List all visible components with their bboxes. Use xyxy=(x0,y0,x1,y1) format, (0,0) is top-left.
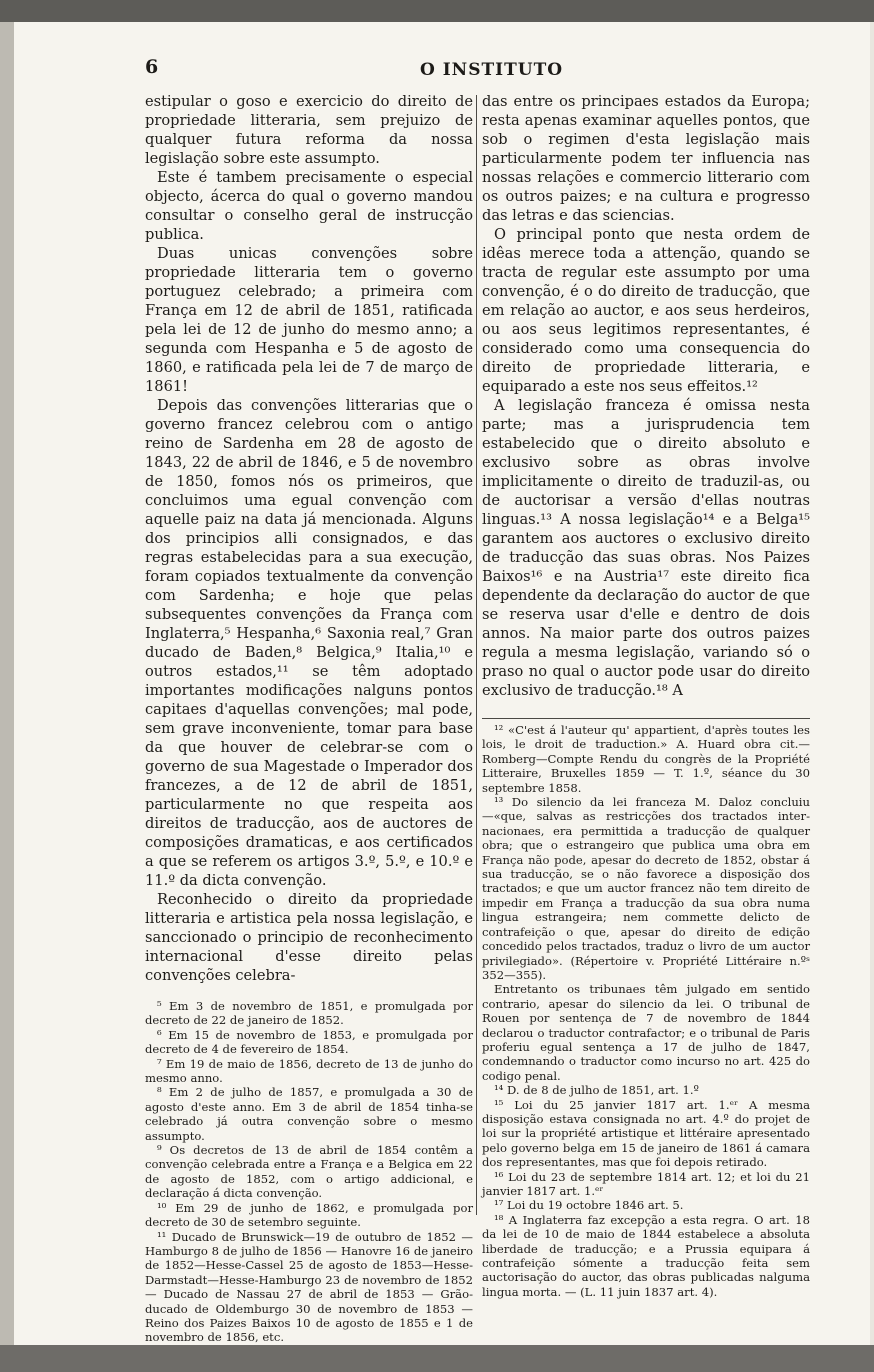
scan-bottom-border xyxy=(0,1345,874,1372)
book-gutter xyxy=(0,22,14,1345)
footnote: ¹⁶ Loi du 23 de septembre 1814 art. 12; et loi du 21 janvier 1817 art. 1.ᵉʳ xyxy=(482,1169,810,1198)
running-title: O INSTITUTO xyxy=(420,60,564,80)
footnote: ⁹ Os decretos de 13 de abril de 1854 contêm a convenção celebrada entre a França e a Belgica em 22 de agosto de 1852, com o artigo addicional, e declaração á dicta convenção. xyxy=(145,1143,473,1201)
right-paragraph: A legislação franceza é omissa nesta parte; mas a jurisprudencia tem estabelecido que o direito absoluto e exclusivo sobre as obras involve implicitamente o direito de traduzil-as, ou de auctorisar a versão d'ellas noutras linguas.¹³ A nossa legislação¹⁴ e a Belga¹⁵ garantem aos auctores o exclusivo direito de traducção das suas obras. Nos Paizes Baixos¹⁶ e na Austria¹⁷ este direito fica dependente da declaração do auctor de que se reserva usar d'elle e dentro de dois annos. Na maior parte dos outros paizes regula a mesma legislação, variando só o praso no qual o auctor pode usar do direito exclusivo de traducção.¹⁸ A xyxy=(482,397,810,699)
footnote: ¹⁰ Em 29 de junho de 1862, e promulgada por decreto de 30 de setembro seguinte. xyxy=(145,1200,473,1230)
footnote: ¹¹ Ducado de Brunswick—19 de outubro de 1852 — Hamburgo 8 de julho de 1856 — Hanovre 16 de janeiro de 1852—Hesse-Cassel 25 de agosto de 1853—Hesse-Darmstadt—Hesse-Hamburgo 23 de novembro de 1852 — Ducado de Nassau 27 de abril de 1853 — Grão-ducado de Oldemburgo 30 de novembro de 1853 —Reino dos Paizes Baixos 10 de agosto de 1855 e 1 de novembro de 1856, etc. xyxy=(145,1229,473,1345)
left-paragraph: Depois das convenções litterarias que o governo francez celebrou com o antigo reino de Sardenha em 28 de agosto de 1843, 22 de abril de 1846, e 5 de novembro de 1850, fomos nós os primeiros, que concluimos uma egual convenção com aquelle paiz na data já mencionada. Alguns dos principios alli consignados, e das regras estabelecidas para a sua execução, foram copiados textualmente da convenção com Sardenha; e hoje que pelas subsequentes convenções da França com Inglaterra,⁵ Hespanha,⁶ Saxonia real,⁷ Gran ducado de Baden,⁸ Belgica,⁹ Italia,¹⁰ e outros estados,¹¹ se têm adoptado importantes modificações nalguns pontos capitaes d'aquellas convenções; mal pode, sem grave inconveniente, tomar para base da que houver de celebrar-se com o governo de sua Magestade o Imperador dos francezes, a de 12 de abril de 1851, particularmente no que respeita aos direitos de traducção, aos de auctores de composições dramaticas, e aos certificados a que se referem os artigos 3.º, 5.º, e 10.º e 11.º da dicta convenção. xyxy=(145,397,473,889)
footnote: ¹³ Do silencio da lei franceza M. Daloz concluiu —«que, salvas as restricções dos tractados inter-nacionaes, era permittida a traducção de qualquer obra; que o estrangeiro que publica uma obra em França não pode, apesar do decreto de 1852, obstar á sua traducção, se o não favorece a disposição dos tractados; e que um auctor francez não tem direito de impedir em França a traducção da sua obra numa lingua estrangeira; nem commette delicto de contrafeição o que, apesar do direito de edição concedido pelos tractados, traduz o livro de um auctor privilegiado». (Répertoire v. Propriété Littéraire n.ºˢ 352—355). xyxy=(482,795,810,982)
right-paragraph: das entre os principaes estados da Europa; resta apenas examinar aquelles pontos, que sob o regimen d'esta legislação mais particularmente podem ter influencia nas nossas relações e commercio litterario com os outros paizes; e na cultura e progresso das letras e das sciencias. xyxy=(482,93,810,224)
footnote: ⁶ Em 15 de novembro de 1853, e promulgada por decreto de 4 de fevereiro de 1854. xyxy=(145,1027,473,1057)
footnote: ¹⁷ Loi du 19 octobre 1846 art. 5. xyxy=(494,1198,684,1213)
footnote: ⁵ Em 3 de novembro de 1851, e promulgada por decreto de 22 de janeiro de 1852. xyxy=(145,999,473,1028)
left-paragraph: Duas unicas convenções sobre propriedade litteraria tem o governo portuguez celebrado; a primeira com França em 12 de abril de 1851, ratificada pela lei de 12 de junho do mesmo anno; a segunda com Hespanha e 5 de agosto de 1860, e ratificada pela lei de 7 de março de 1861! xyxy=(145,245,473,395)
footnote: ¹⁵ Loi du 25 janvier 1817 art. 1.ᵉʳ A mesma disposição estava consignada no art. 4.º do projet de loi sur la propriété artistique et littéraire apresentado pelo governo belga em 15 de janeiro de 1861 á camara dos representantes, mas que foi depois retirado. xyxy=(482,1097,810,1170)
footnote: ¹⁸ A Inglaterra faz excepção a esta regra. O art. 18 da lei de 10 de maio de 1844 estabelece a absoluta liberdade de traducção; e a Prussia equipara á contrafeição sómente a traducção feita sem auctorisação do auctor, das obras publicadas nalguma lingua morta. — (L. 11 juin 1837 art. 4). xyxy=(482,1212,810,1299)
footnote: ¹² «C'est á l'auteur qu' appartient, d'après toutes les lois, le droit de traduction.» A. Huard obra cit.— Romberg—Compte Rendu du congrès de la Propriété Litteraire, Bruxelles 1859 — T. 1.º, séance du 30 septembre 1858. xyxy=(482,723,810,795)
footnote: Entretanto os tribunaes têm julgado em sentido contrario, apesar do silencio da lei. O tribunal de Rouen por sentença de 7 de novembro de 1844 declarou o traductor contrafactor; e o tribunal de Paris proferiu egual sentença a 17 de julho de 1847, condemnando o traductor como incurso no art. 425 do codigo penal. xyxy=(482,982,810,1083)
right-column xyxy=(482,92,810,1299)
left-paragraph: Reconhecido o direito da propriedade litteraria e artistica pela nossa legislação, e sanccionado o principio de reconhecimento internacional d'esse direito pelas convenções celebra- xyxy=(145,891,473,984)
footnote-rule xyxy=(482,718,810,719)
scan-top-border xyxy=(0,0,874,22)
footnote: ⁷ Em 19 de maio de 1856, decreto de 13 de junho do mesmo anno. xyxy=(145,1056,473,1086)
footnote: ¹⁴ D. de 8 de julho de 1851, art. 1.º xyxy=(494,1083,699,1098)
footnote: ⁸ Em 2 de julho de 1857, e promulgada a 30 de agosto d'este anno. Em 3 de abril de 1854 tinha-se celebrado já outra convenção sobre o mesmo assumpto. xyxy=(145,1085,473,1143)
page-number: 6 xyxy=(145,56,159,78)
right-footnotes xyxy=(482,718,810,1299)
left-footnotes xyxy=(145,999,473,1345)
column-divider xyxy=(476,95,477,1215)
right-paragraph: O principal ponto que nesta ordem de idêas merece toda a attenção, quando se tracta de regular este assumpto por uma convenção, é o do direito de traducção, que em relação ao auctor, e aos seus herdeiros, ou aos seus legitimos representantes, é considerado como uma consequencia do direito de propriedade litteraria, e equiparado a este nos seus effeitos.¹² xyxy=(482,226,810,395)
left-paragraph: estipular o goso e exercicio do direito de propriedade litteraria, sem prejuizo de qualquer futura reforma da nossa legislação sobre este assumpto. xyxy=(145,93,473,167)
left-column xyxy=(145,92,473,1345)
left-paragraph: Este é tambem precisamente o especial objecto, ácerca do qual o governo mandou consultar o conselho geral de instrucção publica. xyxy=(145,169,473,243)
